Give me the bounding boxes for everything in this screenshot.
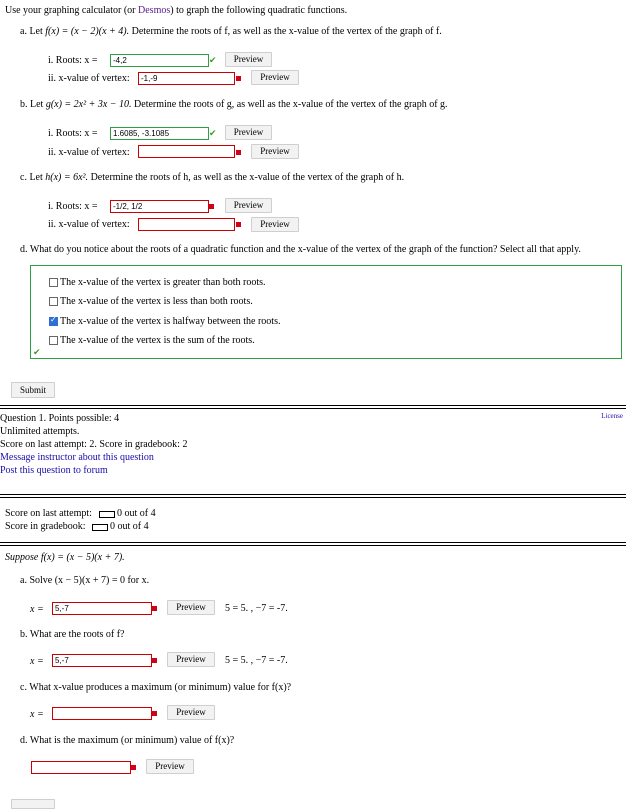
message-instructor-link[interactable]: [0, 452, 154, 463]
part-b-vertex-label: ii. x-value of vertex:: [48, 147, 130, 158]
score-gradebook-label: Score in gradebook:: [5, 521, 86, 532]
part-b-vertex-input[interactable]: [138, 145, 235, 158]
submit-button[interactable]: Submit: [11, 382, 55, 398]
incorrect-mark-icon: [152, 658, 157, 663]
part-a-rest: Determine the roots of f, as well as the x-value of the vertex of the graph of f.: [129, 26, 442, 37]
q2-part-c-label: x =: [30, 709, 44, 720]
intro-text: [5, 5, 347, 16]
question-score: Score on last attempt: 2. Score in gradebook: 2: [0, 439, 188, 450]
part-a-func: f(x) = (x − 2)(x + 4).: [45, 26, 130, 37]
incorrect-mark-icon: [209, 204, 214, 209]
question-points: Question 1. Points possible: 4: [0, 413, 120, 424]
option-2-label: The x-value of the vertex is less than both roots.: [60, 296, 253, 307]
part-a-vertex-label: ii. x-value of vertex:: [48, 73, 130, 84]
part-d-question: d. What do you notice about the roots of a quadratic function and the x-value of the vertex of the graph of the function? Select all that apply.: [20, 244, 581, 255]
q2-suppose: Suppose f(x) = (x − 5)(x + 7).: [5, 552, 125, 563]
q2-part-b-input[interactable]: 5,-7: [52, 654, 152, 667]
license-link[interactable]: [601, 412, 623, 420]
q2-part-b-preview-result: 5 = 5. , −7 = -7.: [225, 655, 288, 666]
q2-part-b-preview-button[interactable]: Preview: [167, 652, 215, 667]
divider: [0, 408, 626, 409]
q2-part-a-text: a. Solve (x − 5)(x + 7) = 0 for x.: [20, 575, 150, 586]
part-b-rest: Determine the roots of g, as well as the x-value of the vertex of the graph of g.: [131, 99, 448, 110]
q2-part-c-input[interactable]: [52, 707, 152, 720]
part-a-vertex-preview-button[interactable]: Preview: [251, 70, 299, 85]
correct-check-icon: ✔: [33, 347, 41, 357]
q2-part-d-text: d. What is the maximum (or minimum) value of f(x)?: [20, 735, 235, 746]
score-bar: [92, 524, 108, 531]
post-forum-link[interactable]: [0, 465, 108, 476]
intro-before: Use your graphing calculator (or: [5, 5, 139, 16]
q2-part-a-input[interactable]: 5,-7: [52, 602, 152, 615]
message-instructor-link-text[interactable]: Message instructor about this question: [0, 452, 154, 463]
correct-check-icon: ✔: [209, 55, 217, 65]
option-4-label: The x-value of the vertex is the sum of the roots.: [60, 335, 255, 346]
q2-part-b-text: b. What are the roots of f?: [20, 629, 125, 640]
incorrect-mark-icon: [131, 765, 136, 770]
part-c-func: h(x) = 6x².: [45, 172, 89, 183]
divider: [0, 497, 626, 498]
part-c-vertex-label: ii. x-value of vertex:: [48, 219, 130, 230]
score-last-attempt-value: 0 out of 4: [117, 508, 156, 519]
divider: [0, 545, 626, 546]
license-link-text[interactable]: License: [601, 412, 623, 420]
score-bar: [99, 511, 115, 518]
part-c-roots-label: i. Roots: x =: [48, 201, 98, 212]
part-a-prompt: [20, 26, 442, 37]
part-a-roots-preview-button[interactable]: Preview: [225, 52, 272, 67]
correct-check-icon: ✔: [209, 128, 217, 138]
part-b-roots-input[interactable]: 1.6085, -3.1085: [110, 127, 209, 140]
option-1-checkbox[interactable]: [49, 278, 58, 287]
score-gradebook-value: 0 out of 4: [110, 521, 149, 532]
part-c-roots-preview-button[interactable]: Preview: [225, 198, 272, 213]
submit-button-partial[interactable]: [11, 799, 55, 809]
incorrect-mark-icon: [236, 222, 241, 227]
score-last-attempt-label: Score on last attempt:: [5, 508, 92, 519]
option-4-checkbox[interactable]: [49, 336, 58, 345]
part-b-roots-label: i. Roots: x =: [48, 128, 98, 139]
incorrect-mark-icon: [236, 76, 241, 81]
incorrect-mark-icon: [236, 150, 241, 155]
divider: [0, 405, 626, 406]
divider: [0, 542, 626, 543]
q2-part-b-label: x =: [30, 656, 44, 667]
q2-part-d-preview-button[interactable]: Preview: [146, 759, 194, 774]
part-a-label: a. Let: [20, 26, 46, 37]
q2-part-c-preview-button[interactable]: Preview: [167, 705, 215, 720]
incorrect-mark-icon: [152, 606, 157, 611]
q2-part-a-preview-button[interactable]: Preview: [167, 600, 215, 615]
part-c-prompt: [20, 172, 404, 183]
option-2-checkbox[interactable]: [49, 297, 58, 306]
question-attempts: Unlimited attempts.: [0, 426, 80, 437]
desmos-link[interactable]: Desmos: [138, 5, 171, 16]
intro-after: ) to graph the following quadratic functions.: [170, 5, 348, 16]
q2-part-c-text: c. What x-value produces a maximum (or minimum) value for f(x)?: [20, 682, 292, 693]
incorrect-mark-icon: [152, 711, 157, 716]
part-c-roots-input[interactable]: -1/2, 1/2: [110, 200, 209, 213]
q2-part-a-preview-result: 5 = 5. , −7 = -7.: [225, 603, 288, 614]
part-b-func: g(x) = 2x² + 3x − 10.: [45, 99, 132, 110]
part-a-vertex-input[interactable]: -1,-9: [138, 72, 235, 85]
part-b-roots-preview-button[interactable]: Preview: [225, 125, 272, 140]
part-a-roots-input[interactable]: -4,2: [110, 54, 209, 67]
part-a-roots-label: i. Roots: x =: [48, 55, 98, 66]
q2-part-a-label: x =: [30, 604, 44, 615]
part-c-rest: Determine the roots of h, as well as the x-value of the vertex of the graph of h.: [88, 172, 405, 183]
option-1-label: The x-value of the vertex is greater than both roots.: [60, 277, 266, 288]
part-b-vertex-preview-button[interactable]: Preview: [251, 144, 299, 159]
part-c-label: c. Let: [20, 172, 46, 183]
option-3-checkbox[interactable]: [49, 317, 58, 326]
option-3-label: The x-value of the vertex is halfway between the roots.: [60, 316, 281, 327]
divider: [0, 494, 626, 495]
part-c-vertex-preview-button[interactable]: Preview: [251, 217, 299, 232]
part-b-prompt: [20, 99, 448, 110]
part-b-label: b. Let: [20, 99, 46, 110]
q2-part-d-input[interactable]: [31, 761, 131, 774]
part-c-vertex-input[interactable]: [138, 218, 235, 231]
post-forum-link-text[interactable]: Post this question to forum: [0, 465, 108, 476]
